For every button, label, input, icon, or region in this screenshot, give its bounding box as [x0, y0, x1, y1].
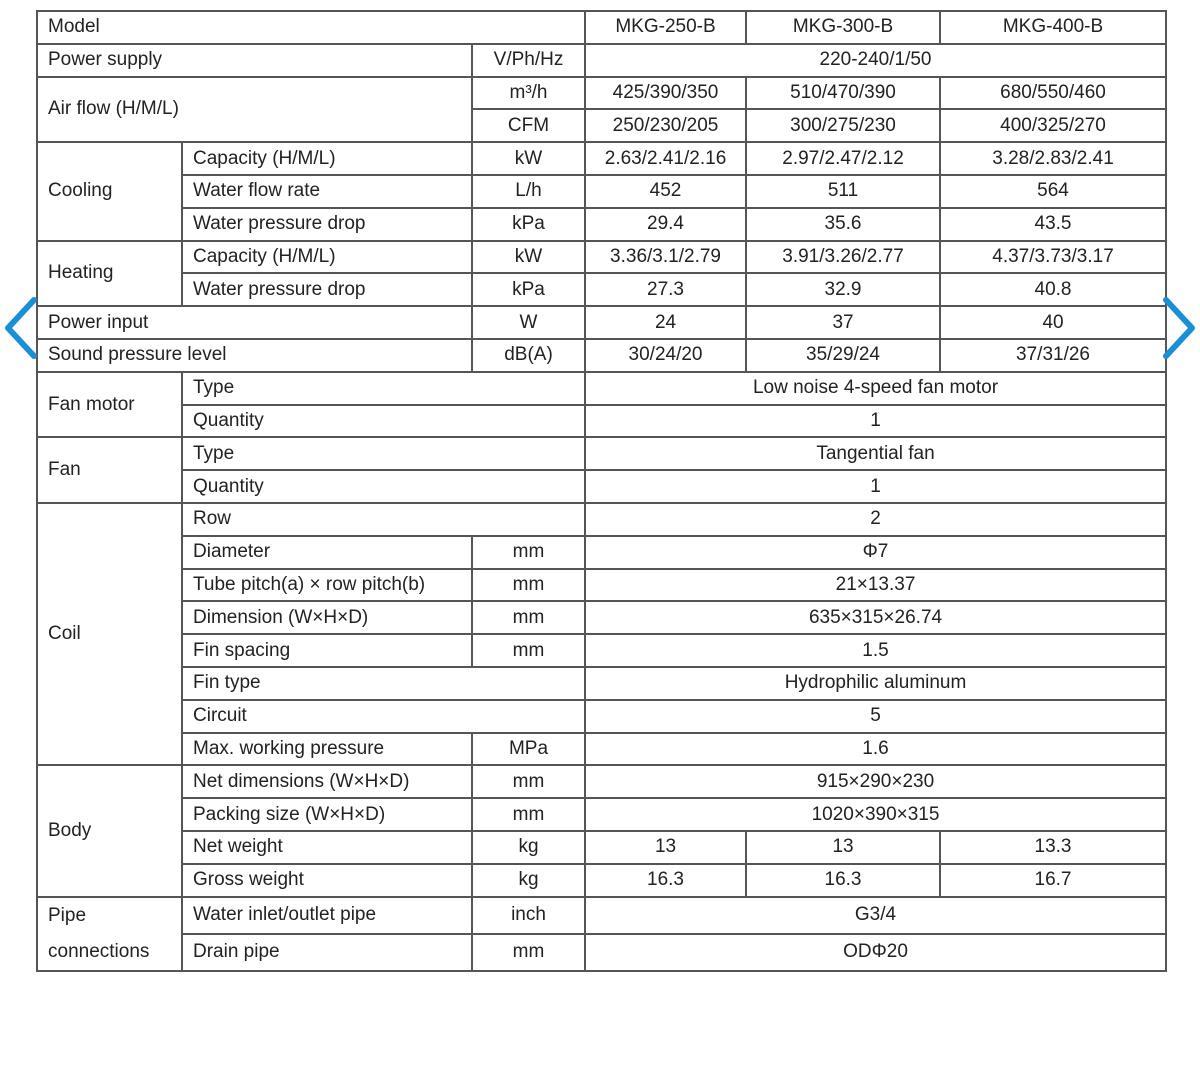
row-label: Capacity (H/M/L) [182, 142, 472, 175]
table-row [37, 700, 1166, 733]
table-row [37, 864, 1166, 897]
unit-cell: mm [472, 634, 585, 667]
row-label: Water pressure drop [182, 208, 472, 241]
table-row [37, 142, 1166, 175]
group-label: Fan [37, 437, 182, 503]
value-cell: 16.3 [746, 864, 940, 897]
group-label-line: Pipe [48, 904, 87, 926]
value-cell: 29.4 [585, 208, 746, 241]
value-cell: Hydrophilic aluminum [585, 667, 1166, 700]
value-cell: Low noise 4-speed fan motor [585, 372, 1166, 405]
model-name: MKG-400-B [940, 11, 1166, 44]
value-cell: 32.9 [746, 273, 940, 306]
table-row [37, 831, 1166, 864]
table-row [37, 208, 1166, 241]
unit-cell: kg [472, 864, 585, 897]
group-label: Heating [37, 241, 182, 307]
value-cell: ODΦ20 [585, 934, 1166, 971]
table-row [37, 437, 1166, 470]
value-cell: 511 [746, 175, 940, 208]
table-row [37, 798, 1166, 831]
table-row [37, 934, 1166, 971]
row-label: Gross weight [182, 864, 472, 897]
table-row [37, 241, 1166, 274]
row-label: Circuit [182, 700, 585, 733]
value-cell: 37 [746, 306, 940, 339]
group-label: Fan motor [37, 372, 182, 438]
row-label: Quantity [182, 405, 585, 438]
row-label: Water pressure drop [182, 273, 472, 306]
table-row [37, 306, 1166, 339]
chevron-left-icon [0, 296, 40, 360]
value-cell: 300/275/230 [746, 109, 940, 142]
value-cell: 35/29/24 [746, 339, 940, 372]
value-cell: 425/390/350 [585, 77, 746, 110]
row-label: Quantity [182, 470, 585, 503]
value-cell: 3.91/3.26/2.77 [746, 241, 940, 274]
table-row [37, 372, 1166, 405]
unit-cell: mm [472, 934, 585, 971]
unit-cell: dB(A) [472, 339, 585, 372]
value-cell: 13 [746, 831, 940, 864]
row-label: Water inlet/outlet pipe [182, 897, 472, 934]
table-row [37, 569, 1166, 602]
value-cell: 1 [585, 470, 1166, 503]
table-row [37, 536, 1166, 569]
row-label: Type [182, 437, 585, 470]
unit-cell: mm [472, 569, 585, 602]
group-label: Coil [37, 503, 182, 765]
table-row [37, 503, 1166, 536]
row-label: Diameter [182, 536, 472, 569]
unit-cell: kg [472, 831, 585, 864]
value-cell: 3.36/3.1/2.79 [585, 241, 746, 274]
value-cell: 452 [585, 175, 746, 208]
unit-cell: mm [472, 798, 585, 831]
unit-cell: mm [472, 536, 585, 569]
table-row [37, 601, 1166, 634]
value-cell: 1.5 [585, 634, 1166, 667]
table-row [37, 667, 1166, 700]
value-cell: 27.3 [585, 273, 746, 306]
value-cell: 2 [585, 503, 1166, 536]
value-cell: 1 [585, 405, 1166, 438]
unit-cell: kW [472, 241, 585, 274]
row-label: Air flow (H/M/L) [37, 77, 472, 143]
row-label: Tube pitch(a) × row pitch(b) [182, 569, 472, 602]
value-cell: 1.6 [585, 733, 1166, 766]
spec-table [36, 10, 1167, 972]
model-name: MKG-250-B [585, 11, 746, 44]
value-cell: 635×315×26.74 [585, 601, 1166, 634]
unit-cell: inch [472, 897, 585, 934]
unit-cell: W [472, 306, 585, 339]
prev-button[interactable] [0, 296, 40, 360]
value-cell: 510/470/390 [746, 77, 940, 110]
value-cell: 915×290×230 [585, 765, 1166, 798]
group-label: Body [37, 765, 182, 896]
group-label: Cooling [37, 142, 182, 240]
value-cell: 35.6 [746, 208, 940, 241]
unit-cell: MPa [472, 733, 585, 766]
row-label: Row [182, 503, 585, 536]
group-label [37, 897, 182, 971]
row-label: Type [182, 372, 585, 405]
value-cell: 37/31/26 [940, 339, 1166, 372]
unit-cell: mm [472, 601, 585, 634]
row-label: Net dimensions (W×H×D) [182, 765, 472, 798]
value-cell: G3/4 [585, 897, 1166, 934]
value-cell: 2.97/2.47/2.12 [746, 142, 940, 175]
value-cell: 4.37/3.73/3.17 [940, 241, 1166, 274]
table-row [37, 175, 1166, 208]
row-label: Power supply [37, 44, 472, 77]
table-row [37, 634, 1166, 667]
table-row [37, 765, 1166, 798]
value-cell: 16.7 [940, 864, 1166, 897]
value-cell: 40.8 [940, 273, 1166, 306]
value-cell: 1020×390×315 [585, 798, 1166, 831]
row-label: Water flow rate [182, 175, 472, 208]
model-name: MKG-300-B [746, 11, 940, 44]
unit-cell: m³/h [472, 77, 585, 110]
table-row [37, 339, 1166, 372]
row-label: Fin type [182, 667, 585, 700]
unit-cell: V/Ph/Hz [472, 44, 585, 77]
row-label: Sound pressure level [37, 339, 472, 372]
row-label: Net weight [182, 831, 472, 864]
table-row [37, 405, 1166, 438]
value-cell: 43.5 [940, 208, 1166, 241]
value-cell: 220-240/1/50 [585, 44, 1166, 77]
value-cell: 13.3 [940, 831, 1166, 864]
row-label: Max. working pressure [182, 733, 472, 766]
value-cell: 5 [585, 700, 1166, 733]
unit-cell: kPa [472, 208, 585, 241]
value-cell: 3.28/2.83/2.41 [940, 142, 1166, 175]
value-cell: 40 [940, 306, 1166, 339]
value-cell: Tangential fan [585, 437, 1166, 470]
value-cell: 13 [585, 831, 746, 864]
group-label-line: connections [48, 940, 150, 962]
row-label: Dimension (W×H×D) [182, 601, 472, 634]
unit-cell: L/h [472, 175, 585, 208]
value-cell: 250/230/205 [585, 109, 746, 142]
row-label: Power input [37, 306, 472, 339]
unit-cell: kW [472, 142, 585, 175]
value-cell: 24 [585, 306, 746, 339]
unit-cell: kPa [472, 273, 585, 306]
value-cell: 21×13.37 [585, 569, 1166, 602]
row-label: Packing size (W×H×D) [182, 798, 472, 831]
table-row [37, 470, 1166, 503]
value-cell: 680/550/460 [940, 77, 1166, 110]
row-label: Fin spacing [182, 634, 472, 667]
model-label: Model [37, 11, 585, 44]
value-cell: 16.3 [585, 864, 746, 897]
next-button[interactable] [1160, 296, 1200, 360]
table-row [37, 897, 1166, 934]
chevron-right-icon [1160, 296, 1200, 360]
table-row [37, 733, 1166, 766]
value-cell: 400/325/270 [940, 109, 1166, 142]
value-cell: 30/24/20 [585, 339, 746, 372]
value-cell: 564 [940, 175, 1166, 208]
row-label: Drain pipe [182, 934, 472, 971]
unit-cell: CFM [472, 109, 585, 142]
table-row [37, 44, 1166, 77]
value-cell: Φ7 [585, 536, 1166, 569]
table-row [37, 11, 1166, 44]
row-label: Capacity (H/M/L) [182, 241, 472, 274]
unit-cell: mm [472, 765, 585, 798]
table-row [37, 273, 1166, 306]
value-cell: 2.63/2.41/2.16 [585, 142, 746, 175]
table-row [37, 77, 1166, 110]
